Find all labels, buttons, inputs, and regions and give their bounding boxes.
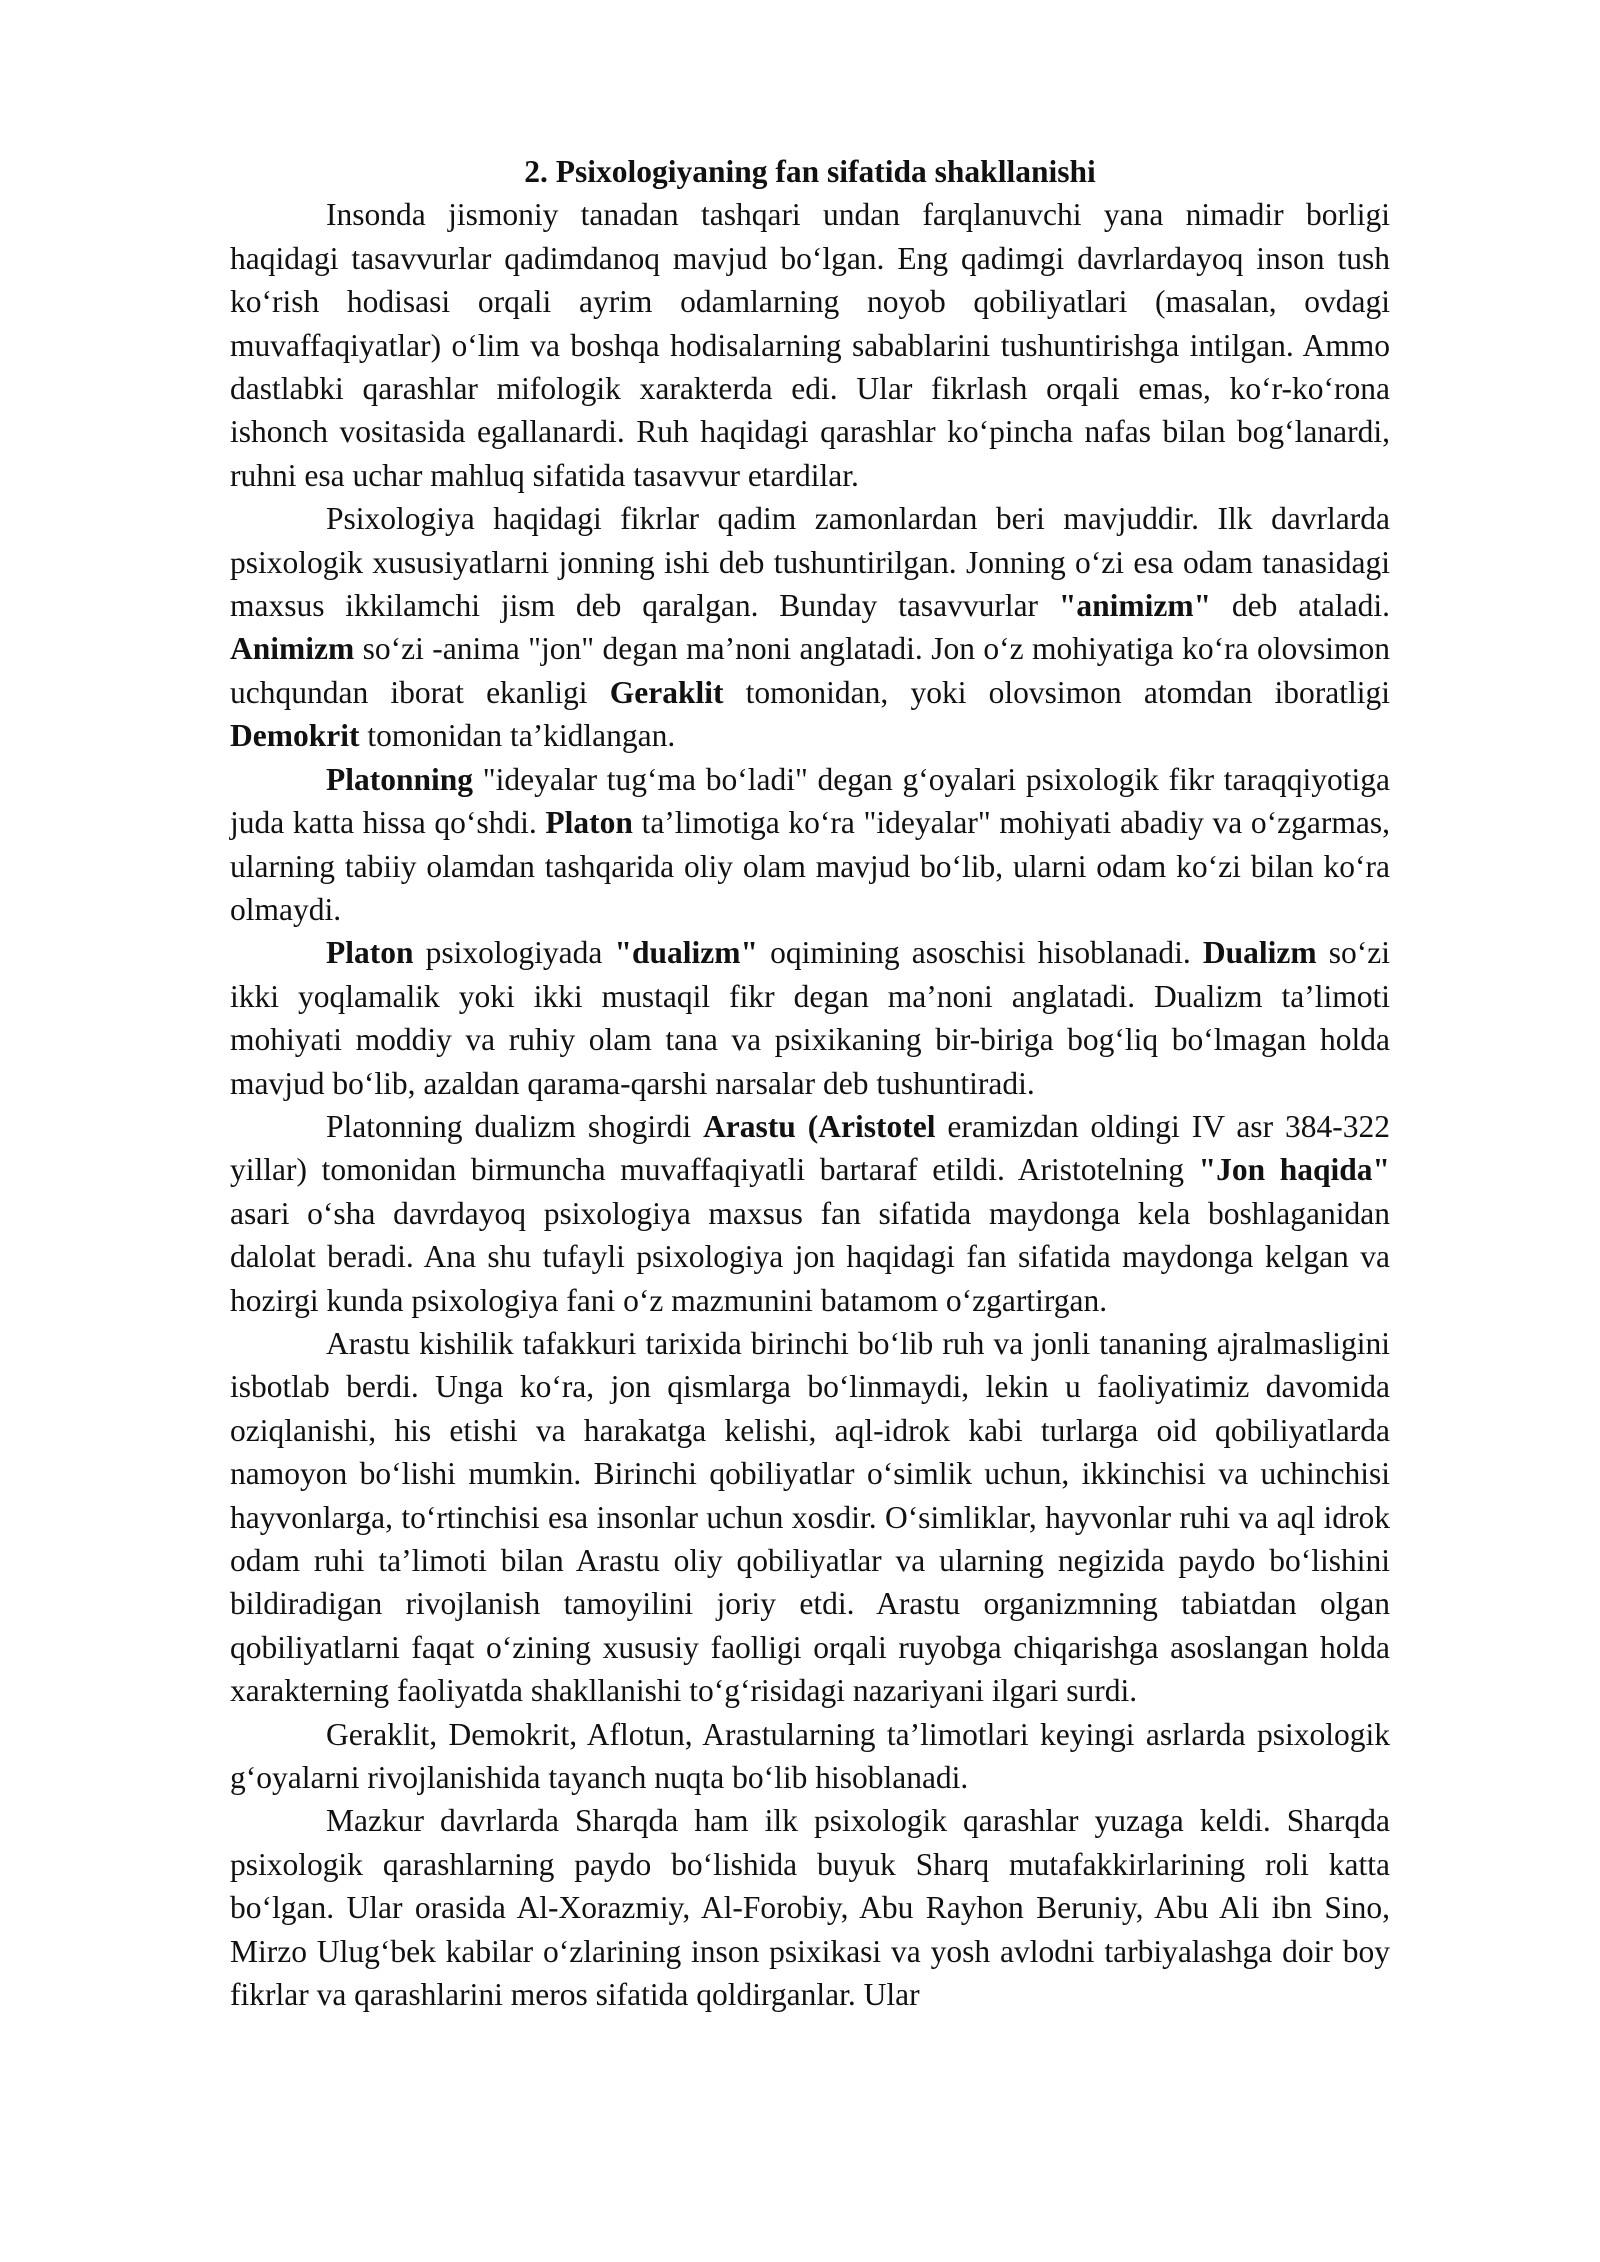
bold-term: "animizm" — [1058, 588, 1212, 624]
bold-term: Platonning — [326, 761, 474, 797]
bold-term: Animizm — [230, 631, 355, 667]
bold-term: "Jon haqida" — [1198, 1152, 1390, 1188]
text-run: "ideyalar tug‘ma bo‘ladi" degan g‘oyalari psixologik fikr taraqqiyotiga juda katta hissa qo‘shdi. — [230, 761, 1390, 841]
paragraph — [230, 758, 1390, 932]
text-run: Arastu kishilik tafakkuri tarixida birinchi bo‘lib ruh va jonli tananing ajralmasligini isbotlab berdi. Unga ko‘ra, jon qismlarga bo‘linmaydi, lekin u faoliyatimiz davomida oziqlanishi, his etishi va harakatga kelishi, aql-idrok kabi turlarga oid qobiliyatlarda namoyon bo‘lishi mumkin. Birinchi qobiliyatlar o‘simlik uchun, ikkinchisi va uchinchisi hayvonlarga, to‘rtinchisi esa insonlar uchun xosdir. O‘simliklar, hayvonlar ruhi va aql idrok odam ruhi ta’limoti bilan Arastu oliy qobiliyatlar va ularning negizida paydo bo‘lishini bildiradigan rivojlanish tamoyilini joriy etdi. Arastu organizmning tabiatdan olgan qobiliyatlarni faqat o‘zining xususiy faolligi orqali ruyobga chiqarishga asoslangan holda xarakterning faoliyatda shakllanishi to‘g‘risidagi nazariyani ilgari surdi. — [230, 1325, 1390, 1709]
text-run: so‘zi -anima "jon" degan ma’noni anglatadi. Jon o‘z mohiyatiga ko‘ra olovsimon uchqundan iborat ekanligi — [230, 631, 1390, 710]
paragraph — [230, 193, 1390, 497]
text-run: Platonning dualizm shogirdi — [326, 1108, 704, 1144]
paragraph — [230, 1713, 1390, 1800]
text-run: so‘zi ikki yoqlamalik yoki ikki mustaqil fikr degan ma’noni anglatadi. Dualizm ta’limoti mohiyati moddiy va ruhiy olam tana va psixikaning bir-biriga bog‘liq bo‘lmagan holda mavjud bo‘lib, azaldan qarama-qarshi narsalar deb tushuntiradi. — [230, 935, 1391, 1101]
text-run: Geraklit, Demokrit, Aflotun, Arastularning ta’limotlari keyingi asrlarda psixologik g‘oyalarni rivojlanishida tayanch nuqta bo‘lib hisoblanadi. — [230, 1716, 1390, 1796]
text-run: eramizdan oldingi IV asr 384-322 yillar) tomonidan birmuncha muvaffaqiyatli bartaraf etildi. Aristotelning — [230, 1108, 1390, 1188]
text-run: Insonda jismoniy tanadan tashqari undan farqlanuvchi yana nimadir borligi haqidagi tasavvurlar qadimdanoq mavjud bo‘lgan. Eng qadimgi davrlardayoq inson tush ko‘rish hodisasi orqali ayrim odamlarning noyob qobiliyatlari (masalan, ovdagi muvaffaqiyatlar) o‘lim va boshqa hodisalarning sabablarini tushuntirishga intilgan. Ammo dastlabki qarashlar mifologik xarakterda edi. Ular fikrlash orqali emas, ko‘r-ko‘rona ishonch vositasida egallanardi. Ruh haqidagi qarashlar ko‘pincha nafas bilan bog‘lanardi, ruhni esa uchar mahluq sifatida tasavvur etardilar. — [230, 197, 1390, 493]
bold-term: Dualizm — [1202, 935, 1317, 971]
bold-term: Demokrit — [230, 718, 360, 754]
text-run: oqimining asoschisi hisoblanadi. — [758, 935, 1203, 971]
paragraph — [230, 497, 1390, 757]
paragraph — [230, 931, 1390, 1105]
text-run: Psixologiya haqidagi fikrlar qadim zamonlardan beri mavjuddir. Ilk davrlarda psixologik xususiyatlarni jonning ishi deb tushuntirilgan. Jonning o‘zi esa odam tanasidagi maxsus ikkilamchi jism deb qaralgan. Bunday tasavvurlar — [230, 501, 1390, 624]
text-run: deb ataladi. — [1211, 588, 1390, 624]
bold-term: Platon — [326, 935, 414, 971]
paragraph — [230, 1105, 1390, 1322]
bold-term: Platon — [545, 805, 633, 841]
bold-term: Geraklit — [609, 674, 724, 710]
text-run: tomonidan ta’kidlangan. — [359, 718, 676, 754]
bold-term: Arastu (Aristotel — [703, 1108, 936, 1144]
bold-term: "dualizm" — [614, 935, 759, 971]
section-title: 2. Psixologiyaning fan sifatida shakllanishi — [524, 154, 1096, 189]
text-run: psixologiyada — [413, 935, 615, 971]
text-run: ta’limotiga ko‘ra "ideyalar" mohiyati abadiy va o‘zgarmas, ularning tabiiy olamdan tashqarida oliy olam mavjud bo‘lib, ularni odam ko‘zi bilan ko‘ra olmaydi. — [230, 805, 1390, 927]
text-run: asari o‘sha davrdayoq psixologiya maxsus fan sifatida maydonga kela boshlaganidan dalolat beradi. Ana shu tufayli psixologiya jon haqidagi fan sifatida maydonga kelgan va hozirgi kunda psixologiya fani o‘z mazmunini batamom o‘zgartirgan. — [230, 1195, 1390, 1318]
paragraph — [230, 1322, 1390, 1713]
document-page — [230, 150, 1390, 2016]
paragraph — [230, 1799, 1390, 2016]
text-run: tomonidan, yoki olovsimon atomdan iboratligi — [723, 674, 1390, 710]
document-body — [230, 193, 1390, 2016]
text-run: Mazkur davrlarda Sharqda ham ilk psixologik qarashlar yuzaga keldi. Sharqda psixologik qarashlarning paydo bo‘lishida buyuk Sharq mutafakkirlarining roli katta bo‘lgan. Ular orasida Al-Xorazmiy, Al-Forobiy, Abu Rayhon Beruniy, Abu Ali ibn Sino, Mirzo Ulug‘bek kabilar o‘zlarining inson psixikasi va yosh avlodni tarbiyalashga doir boy fikrlar va qarashlarini meros sifatida qoldirganlar. Ular — [230, 1803, 1390, 2013]
